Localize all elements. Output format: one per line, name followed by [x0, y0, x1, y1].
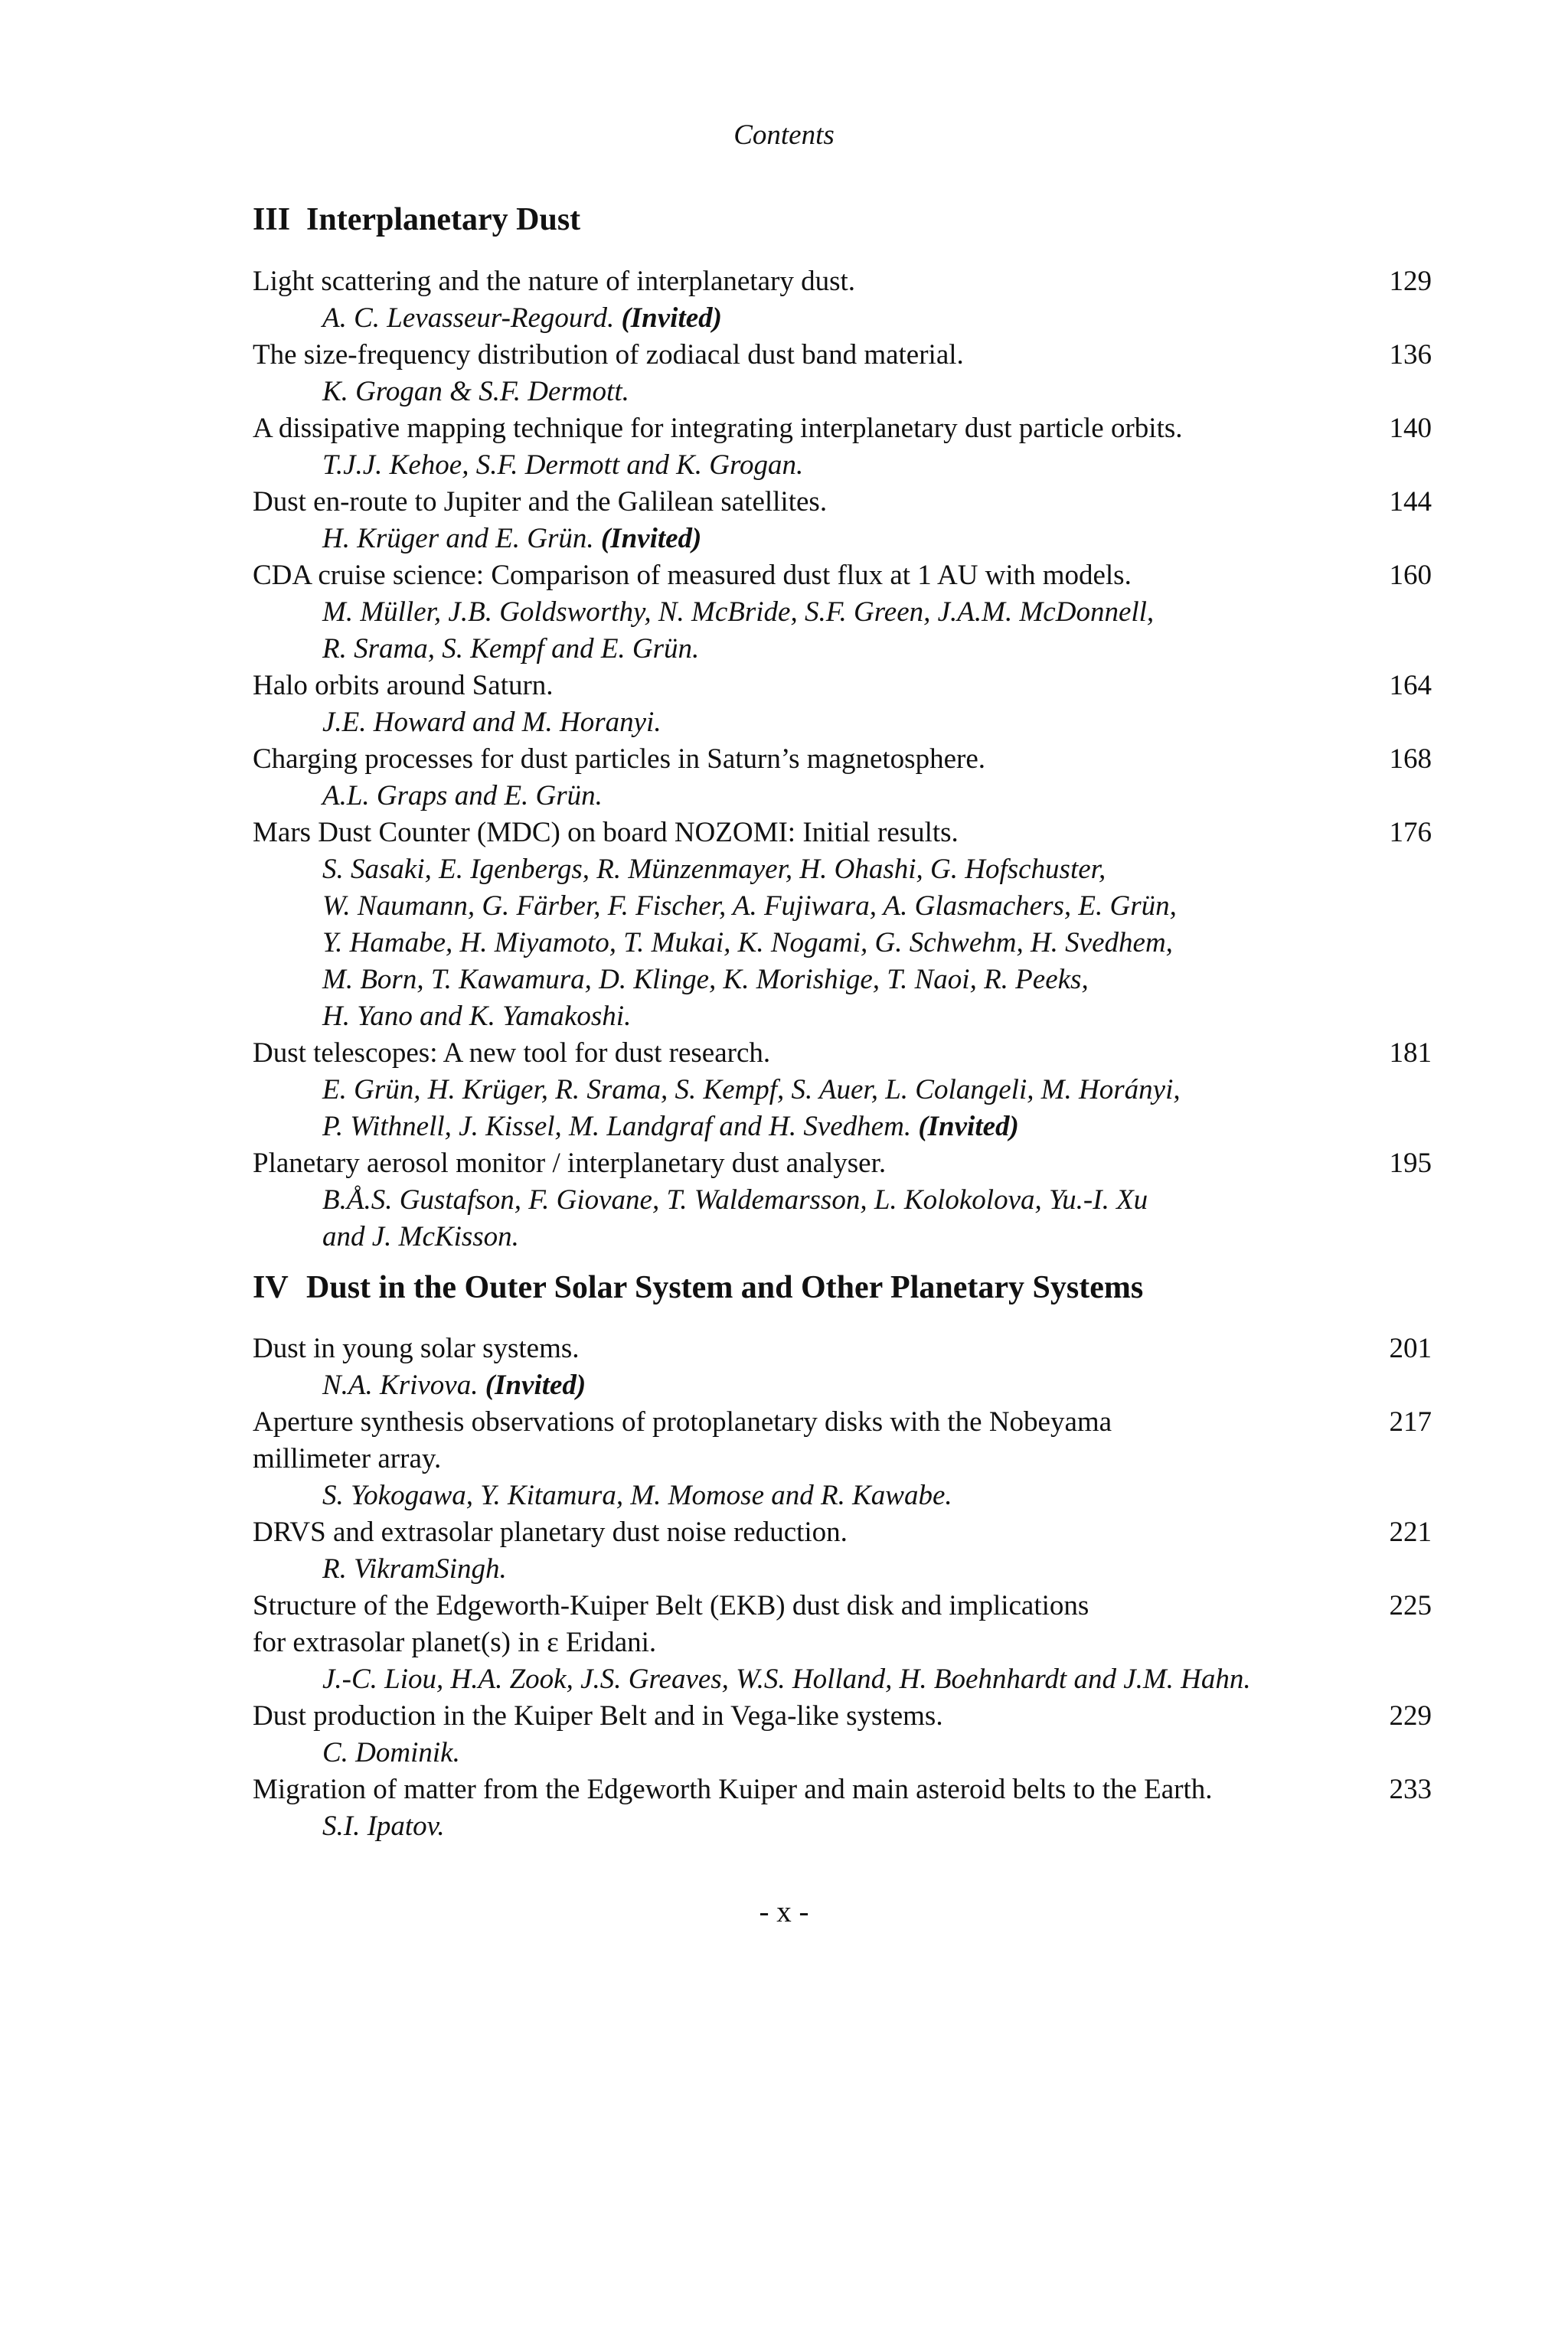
entry-authors: [253, 521, 1432, 557]
invited-note: (Invited): [485, 1370, 586, 1401]
entry-author-names: A. C. Levasseur-Regourd.: [322, 302, 615, 334]
entry-page-number: 195: [1389, 1148, 1432, 1179]
entry-title-row: [253, 741, 1432, 778]
entry-title-row: [253, 410, 1432, 447]
invited-note: (Invited): [621, 302, 722, 334]
entry-title: Charging processes for dust particles in Saturn’s magnetosphere.: [253, 743, 985, 775]
toc-entry: [253, 741, 1432, 815]
entry-page-number: 140: [1389, 413, 1432, 444]
entry-author-names: B.Å.S. Gustafson, F. Giovane, T. Waldemarsson, L. Kolokolova, Yu.-I. Xu and J. McKisson.: [322, 1184, 1148, 1252]
entry-author-names: S. Yokogawa, Y. Kitamura, M. Momose and R. Kawabe.: [322, 1480, 952, 1511]
entry-authors: [253, 704, 1432, 741]
toc-entry: [253, 1331, 1432, 1404]
entry-authors: [253, 447, 1432, 484]
entry-authors: [253, 1478, 1432, 1514]
entry-title-row: [253, 668, 1432, 704]
entry-title: Planetary aerosol monitor / interplanetary dust analyser.: [253, 1148, 887, 1179]
entry-page-number: 144: [1389, 486, 1432, 518]
entry-author-names: S. Sasaki, E. Igenbergs, R. Münzenmayer, H. Ohashi, G. Hofschuster, W. Naumann, G. Färber, F. Fischer, A. Fujiwara, A. Glasmachers, E. Grün, Y. Hamabe, H. Miyamoto, T. Mukai, K. Nogami, G. Schwehm, H. Svedhem, M. Born, T. Kawamura, D. Klinge, K. Morishige, T. Naoi, R. Peeks, H. Yano and K. Yamakoshi.: [322, 854, 1177, 1032]
entry-page-number: 129: [1389, 266, 1432, 297]
entry-title: A dissipative mapping technique for integrating interplanetary dust particle orbits.: [253, 413, 1183, 444]
entry-title: Structure of the Edgeworth-Kuiper Belt (EKB) dust disk and implications for extrasolar planet(s) in ε Eridani.: [253, 1590, 1089, 1658]
entry-page-number: 201: [1389, 1333, 1432, 1364]
toc-entry: [253, 1698, 1432, 1771]
entry-author-names: J.E. Howard and M. Horanyi.: [322, 707, 662, 738]
toc-entry: [253, 557, 1432, 668]
entry-author-names: K. Grogan & S.F. Dermott.: [322, 376, 629, 407]
entry-author-names: C. Dominik.: [322, 1737, 460, 1768]
toc-entry: [253, 1145, 1432, 1255]
toc-entry: [253, 668, 1432, 741]
entry-authors: [253, 374, 1432, 410]
entry-page-number: 181: [1389, 1037, 1432, 1069]
toc-entry: [253, 263, 1432, 337]
toc-entry: [253, 1514, 1432, 1588]
section-iii-entries: [253, 263, 1432, 1255]
invited-note: (Invited): [600, 523, 702, 554]
entry-title-row: [253, 815, 1432, 851]
entry-title: Dust production in the Kuiper Belt and in Vega-like systems.: [253, 1700, 943, 1732]
entry-author-names: N.A. Krivova.: [322, 1370, 479, 1401]
entry-title: Mars Dust Counter (MDC) on board NOZOMI: Initial results.: [253, 817, 959, 848]
toc-entry: [253, 1588, 1432, 1698]
entry-authors: [253, 1367, 1432, 1404]
entry-page-number: 225: [1389, 1590, 1432, 1621]
entry-title: Migration of matter from the Edgeworth Kuiper and main asteroid belts to the Earth.: [253, 1774, 1213, 1805]
entry-title-row: [253, 1698, 1432, 1735]
section-heading-iii: [253, 201, 580, 238]
entry-page-number: 168: [1389, 743, 1432, 775]
entry-author-names: E. Grün, H. Krüger, R. Srama, S. Kempf, S. Auer, L. Colangeli, M. Horányi, P. Withnell, J. Kissel, M. Landgraf and H. Svedhem.: [322, 1074, 1181, 1142]
entry-title-row: [253, 1771, 1432, 1808]
entry-author-names: J.-C. Liou, H.A. Zook, J.S. Greaves, W.S. Holland, H. Boehnhardt and J.M. Hahn.: [322, 1664, 1251, 1695]
entry-title: Dust telescopes: A new tool for dust research.: [253, 1037, 771, 1069]
entry-page-number: 229: [1389, 1700, 1432, 1732]
running-head: Contents: [733, 119, 835, 151]
entry-title-row: [253, 557, 1432, 594]
entry-authors: [253, 778, 1432, 815]
invited-note: (Invited): [918, 1111, 1019, 1142]
toc-entry: [253, 1771, 1432, 1845]
entry-title: CDA cruise science: Comparison of measured dust flux at 1 AU with models.: [253, 560, 1132, 591]
entry-authors: [253, 1808, 1432, 1845]
toc-entry: [253, 815, 1432, 1035]
entry-page-number: 164: [1389, 670, 1432, 701]
entry-page-number: 221: [1389, 1517, 1432, 1548]
entry-title-row: [253, 1035, 1432, 1072]
toc-entry: [253, 410, 1432, 484]
section-title: Dust in the Outer Solar System and Other Planetary Systems: [306, 1270, 1144, 1305]
toc-entry: [253, 337, 1432, 410]
section-iv-entries: [253, 1331, 1432, 1845]
section-title: Interplanetary Dust: [306, 202, 581, 237]
section-number: III: [253, 202, 291, 237]
entry-page-number: 176: [1389, 817, 1432, 848]
entry-title: Dust en-route to Jupiter and the Galilean satellites.: [253, 486, 828, 518]
entry-title-row: [253, 337, 1432, 374]
entry-title-row: [253, 1588, 1432, 1661]
toc-entry: [253, 484, 1432, 557]
toc-entry: [253, 1404, 1432, 1514]
entry-page-number: 136: [1389, 339, 1432, 371]
entry-authors: [253, 1661, 1432, 1698]
entry-title: DRVS and extrasolar planetary dust noise reduction.: [253, 1517, 848, 1548]
entry-title-row: [253, 1145, 1432, 1182]
toc-entry: [253, 1035, 1432, 1145]
entry-page-number: 160: [1389, 560, 1432, 591]
entry-authors: [253, 851, 1432, 1035]
entry-author-names: A.L. Graps and E. Grün.: [322, 780, 603, 811]
section-heading-iv: [253, 1269, 1143, 1306]
entry-author-names: H. Krüger and E. Grün.: [322, 523, 594, 554]
entry-authors: [253, 594, 1432, 668]
entry-title: Light scattering and the nature of interplanetary dust.: [253, 266, 856, 297]
entry-authors: [253, 300, 1432, 337]
entry-title-row: [253, 484, 1432, 521]
entry-title: The size-frequency distribution of zodiacal dust band material.: [253, 339, 964, 371]
entry-author-names: S.I. Ipatov.: [322, 1811, 445, 1842]
entry-authors: [253, 1182, 1432, 1255]
entry-authors: [253, 1072, 1432, 1145]
entry-page-number: 217: [1389, 1406, 1432, 1438]
entry-title-row: [253, 1331, 1432, 1367]
section-number: IV: [253, 1270, 289, 1305]
entry-title-row: [253, 1404, 1432, 1478]
entry-author-names: T.J.J. Kehoe, S.F. Dermott and K. Grogan.: [322, 449, 804, 481]
page-folio: - x -: [759, 1895, 809, 1928]
entry-title: Halo orbits around Saturn.: [253, 670, 554, 701]
entry-title: Aperture synthesis observations of protoplanetary disks with the Nobeyama millimeter array.: [253, 1406, 1112, 1474]
entry-page-number: 233: [1389, 1774, 1432, 1805]
entry-authors: [253, 1551, 1432, 1588]
entry-authors: [253, 1735, 1432, 1771]
entry-title-row: [253, 1514, 1432, 1551]
entry-title-row: [253, 263, 1432, 300]
entry-title: Dust in young solar systems.: [253, 1333, 580, 1364]
entry-author-names: M. Müller, J.B. Goldsworthy, N. McBride, S.F. Green, J.A.M. McDonnell, R. Srama, S. Kempf and E. Grün.: [322, 596, 1155, 664]
entry-author-names: R. VikramSingh.: [322, 1553, 507, 1585]
